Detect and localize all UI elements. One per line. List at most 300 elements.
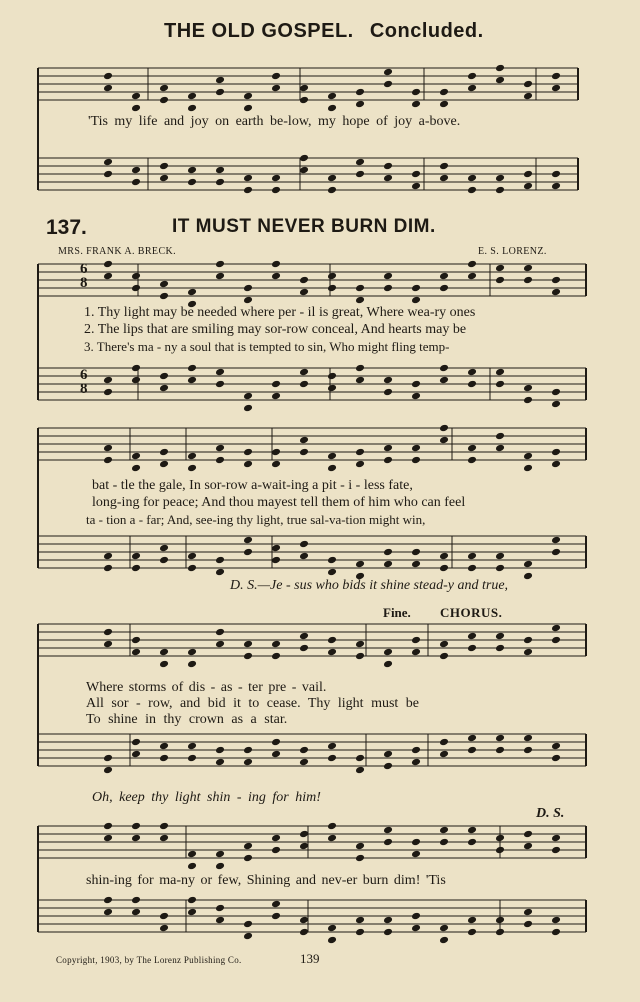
bass-note [327, 568, 337, 577]
treble-note [551, 448, 561, 457]
system3-verse-3: To shine in thy crown as a star. [86, 712, 288, 727]
treble-note [299, 276, 309, 285]
treble-note [131, 104, 141, 113]
treble-note [187, 452, 197, 461]
bass-note [383, 548, 393, 557]
bass-note [383, 750, 393, 759]
bass-note [411, 758, 421, 767]
treble-note [327, 104, 337, 113]
system4-lyric-line: shin-ing for ma-ny or few, Shining and nev-er burn dim! 'Tis [86, 873, 446, 888]
treble-note [271, 84, 281, 93]
treble-note [439, 436, 449, 445]
bass-note [439, 174, 449, 183]
bass-note [159, 174, 169, 183]
treble-note [383, 68, 393, 77]
bass-note [187, 564, 197, 573]
bass-note [467, 186, 477, 195]
bass-note [355, 928, 365, 937]
treble-note [551, 834, 561, 843]
treble-note [495, 64, 505, 73]
treble-note [131, 452, 141, 461]
bass-note [495, 734, 505, 743]
time-signature-bass [80, 368, 88, 396]
treble-note [467, 838, 477, 847]
bass-note [523, 384, 533, 393]
bass-note [327, 742, 337, 751]
bass-note [383, 928, 393, 937]
section-title-concluded: Concluded. [369, 20, 484, 42]
bass-note [159, 742, 169, 751]
treble-note [495, 632, 505, 641]
bass-note [551, 548, 561, 557]
treble-note [159, 448, 169, 457]
bass-note [523, 182, 533, 191]
treble-note [187, 92, 197, 101]
bass-note [187, 742, 197, 751]
bass-note [411, 924, 421, 933]
bass-note [187, 754, 197, 763]
treble-note [551, 288, 561, 297]
treble-note [551, 460, 561, 469]
treble-note [187, 104, 197, 113]
bass-note [215, 380, 225, 389]
treble-note [103, 640, 113, 649]
bass-note [411, 392, 421, 401]
treble-note [299, 436, 309, 445]
treble-note [551, 846, 561, 855]
bass-note [271, 392, 281, 401]
bass-note [159, 912, 169, 921]
treble-note [271, 72, 281, 81]
bass-note [131, 908, 141, 917]
treble-note [439, 640, 449, 649]
time-sig-bottom-bass: 8 [80, 381, 88, 397]
treble-note [467, 72, 477, 81]
treble-note [327, 636, 337, 645]
bass-note [495, 916, 505, 925]
bass-note [159, 372, 169, 381]
bass-note [439, 750, 449, 759]
treble-note [411, 838, 421, 847]
treble-note [243, 284, 253, 293]
treble-note [467, 826, 477, 835]
treble-note [271, 834, 281, 843]
bass-note [523, 170, 533, 179]
bass-note [495, 746, 505, 755]
bass-note [299, 380, 309, 389]
treble-note [355, 88, 365, 97]
treble-note [131, 272, 141, 281]
bass-note [271, 912, 281, 921]
bass-note [103, 564, 113, 573]
treble-note [271, 846, 281, 855]
treble-note [495, 276, 505, 285]
bass-note [299, 928, 309, 937]
bass-note [355, 158, 365, 167]
bass-note [159, 754, 169, 763]
treble-note [131, 464, 141, 473]
bass-note [551, 742, 561, 751]
bass-note [215, 904, 225, 913]
treble-note [159, 648, 169, 657]
bass-note [523, 920, 533, 929]
bass-note [523, 572, 533, 581]
bass-note [243, 758, 253, 767]
treble-note [159, 84, 169, 93]
system2-verse-3: ta - tion a - far; And, see-ing thy light, true sal-va-tion might win, [86, 512, 426, 527]
bass-note [551, 388, 561, 397]
bass-note [327, 186, 337, 195]
bass-note [299, 540, 309, 549]
treble-note [355, 284, 365, 293]
treble-note [215, 628, 225, 637]
treble-note [103, 444, 113, 453]
bass-note [495, 552, 505, 561]
treble-note [383, 272, 393, 281]
bass-note [327, 924, 337, 933]
hymn-title: IT MUST NEVER BURN DIM. [172, 216, 436, 237]
bass-note [131, 564, 141, 573]
bass-note [467, 916, 477, 925]
treble-note [271, 272, 281, 281]
treble-note [159, 660, 169, 669]
bass-note [411, 380, 421, 389]
treble-note [383, 838, 393, 847]
treble-note [187, 648, 197, 657]
bass-note [215, 746, 225, 755]
treble-note [355, 460, 365, 469]
bass-note [383, 762, 393, 771]
bass-note [523, 908, 533, 917]
treble-note [439, 838, 449, 847]
bass-note [355, 916, 365, 925]
treble-note [271, 460, 281, 469]
bass-note [467, 746, 477, 755]
bass-note [159, 162, 169, 171]
bass-note [411, 560, 421, 569]
bass-note [215, 178, 225, 187]
time-signature-treble [80, 262, 88, 290]
treble-note [355, 448, 365, 457]
bass-note [299, 154, 309, 163]
bass-note [355, 364, 365, 373]
treble-note [467, 632, 477, 641]
treble-note [383, 648, 393, 657]
treble-note [103, 272, 113, 281]
treble-note [551, 624, 561, 633]
treble-note [383, 660, 393, 669]
treble-note [215, 76, 225, 85]
treble-note [299, 644, 309, 653]
treble-note [103, 84, 113, 93]
bass-note [187, 552, 197, 561]
system3-verse-1: Where storms of dis - as - ter pre - vail. [86, 680, 327, 695]
treble-note [467, 84, 477, 93]
treble-note [187, 660, 197, 669]
treble-note [523, 80, 533, 89]
treble-note [327, 272, 337, 281]
bass-note [243, 392, 253, 401]
treble-note [439, 826, 449, 835]
treble-note [103, 456, 113, 465]
bass-note [131, 750, 141, 759]
system2-verse-2: long-ing for peace; And thou mayest tell them of him who can feel [92, 495, 466, 510]
treble-note [355, 652, 365, 661]
bass-note [355, 766, 365, 775]
treble-note [355, 854, 365, 863]
bass-note [243, 186, 253, 195]
bass-note [411, 548, 421, 557]
system2-verse-1: bat - tle the gale, In sor-row a-wait-ing a pit - i - less fate, [92, 478, 413, 493]
bass-note [103, 754, 113, 763]
treble-note [439, 100, 449, 109]
treble-note [551, 72, 561, 81]
bass-note [215, 568, 225, 577]
bass-note [551, 536, 561, 545]
bass-note [103, 376, 113, 385]
treble-note [551, 636, 561, 645]
bass-note [215, 166, 225, 175]
treble-note [523, 636, 533, 645]
treble-note [411, 100, 421, 109]
treble-note [243, 448, 253, 457]
treble-note [467, 260, 477, 269]
treble-note [243, 92, 253, 101]
bass-note [103, 170, 113, 179]
hymn-number: 137. [46, 216, 87, 239]
refrain-line: Oh, keep thy light shin - ing for him! [92, 790, 321, 805]
bass-note [383, 376, 393, 385]
bass-note [439, 564, 449, 573]
treble-note [411, 636, 421, 645]
treble-note [103, 72, 113, 81]
bass-note [439, 552, 449, 561]
bass-note [187, 166, 197, 175]
bass-note [439, 162, 449, 171]
bass-note [215, 368, 225, 377]
treble-note [467, 272, 477, 281]
treble-note [187, 288, 197, 297]
bass-note [467, 552, 477, 561]
treble-note [243, 296, 253, 305]
treble-note [159, 822, 169, 831]
treble-note [495, 432, 505, 441]
bass-note [523, 396, 533, 405]
treble-note [187, 464, 197, 473]
bass-note [299, 368, 309, 377]
treble-note [299, 448, 309, 457]
treble-note [103, 834, 113, 843]
treble-note [495, 76, 505, 85]
bass-note [271, 556, 281, 565]
treble-note [103, 822, 113, 831]
bass-note [355, 560, 365, 569]
bass-note [271, 380, 281, 389]
bass-note [131, 896, 141, 905]
bass-note [187, 896, 197, 905]
bass-note [523, 746, 533, 755]
bass-note [327, 384, 337, 393]
bass-note [131, 552, 141, 561]
treble-note [411, 456, 421, 465]
treble-note [523, 276, 533, 285]
treble-note [355, 100, 365, 109]
treble-note [327, 284, 337, 293]
treble-note [299, 84, 309, 93]
treble-note [131, 636, 141, 645]
bass-note [327, 556, 337, 565]
bass-note [187, 364, 197, 373]
treble-note [131, 92, 141, 101]
bass-note [411, 170, 421, 179]
bass-note [551, 182, 561, 191]
treble-note [495, 846, 505, 855]
treble-note [523, 830, 533, 839]
treble-note [215, 456, 225, 465]
bass-note [159, 384, 169, 393]
bass-note [299, 746, 309, 755]
treble-note [523, 648, 533, 657]
treble-note [131, 284, 141, 293]
bass-note [103, 388, 113, 397]
author-credit: MRS. FRANK A. BRECK. [58, 246, 177, 257]
top-lyric-line: 'Tis my life and joy on earth be-low, my hope of joy a-bove. [88, 114, 461, 129]
bass-note [271, 544, 281, 553]
treble-note [411, 296, 421, 305]
treble-note [215, 850, 225, 859]
treble-note [243, 460, 253, 469]
treble-note [551, 84, 561, 93]
treble-note [215, 260, 225, 269]
composer-credit: E. S. LORENZ. [478, 246, 547, 257]
bass-note [131, 166, 141, 175]
bass-note [327, 936, 337, 945]
treble-note [383, 284, 393, 293]
treble-note [495, 834, 505, 843]
treble-note [103, 628, 113, 637]
bass-note [355, 170, 365, 179]
treble-note [467, 444, 477, 453]
treble-note [271, 260, 281, 269]
page-number: 139 [300, 951, 320, 966]
treble-note [439, 284, 449, 293]
bass-note [439, 376, 449, 385]
bass-note [411, 182, 421, 191]
bass-note [551, 400, 561, 409]
bass-note [439, 936, 449, 945]
bass-note [439, 364, 449, 373]
treble-note [383, 444, 393, 453]
bass-note [467, 564, 477, 573]
bass-note [159, 544, 169, 553]
treble-note [383, 80, 393, 89]
bass-note [299, 916, 309, 925]
treble-note [187, 850, 197, 859]
time-sig-top-bass: 6 [80, 367, 88, 383]
treble-note [299, 842, 309, 851]
bass-note [439, 738, 449, 747]
treble-note [411, 648, 421, 657]
bass-note [131, 364, 141, 373]
treble-note [495, 644, 505, 653]
treble-note [327, 452, 337, 461]
bass-note [103, 552, 113, 561]
bass-note [187, 376, 197, 385]
bass-note [103, 896, 113, 905]
bass-note [215, 758, 225, 767]
treble-note [411, 444, 421, 453]
treble-note [299, 830, 309, 839]
treble-note [439, 88, 449, 97]
bass-note [327, 754, 337, 763]
bass-note [467, 928, 477, 937]
bass-note [327, 174, 337, 183]
bass-note [243, 920, 253, 929]
bass-note [215, 916, 225, 925]
treble-note [243, 640, 253, 649]
treble-note [271, 652, 281, 661]
treble-note [243, 652, 253, 661]
bass-note [411, 746, 421, 755]
bass-note [551, 754, 561, 763]
bass-note [467, 734, 477, 743]
bass-note [131, 178, 141, 187]
bass-note [131, 738, 141, 747]
treble-note [131, 834, 141, 843]
treble-note [523, 92, 533, 101]
bass-note [215, 556, 225, 565]
bass-note [523, 560, 533, 569]
treble-note [467, 644, 477, 653]
bass-note [299, 758, 309, 767]
bass-note [495, 564, 505, 573]
treble-note [355, 640, 365, 649]
treble-note [523, 452, 533, 461]
bass-note [103, 766, 113, 775]
bass-note [495, 928, 505, 937]
bass-note [187, 178, 197, 187]
treble-note [467, 456, 477, 465]
bass-note [495, 380, 505, 389]
time-sig-bottom: 8 [80, 275, 88, 291]
treble-note [215, 88, 225, 97]
bass-note [271, 900, 281, 909]
treble-note [187, 862, 197, 871]
time-sig-top: 6 [80, 261, 88, 277]
ds-label: D. S. [536, 806, 565, 821]
treble-note [355, 842, 365, 851]
bass-note [131, 376, 141, 385]
system1-verse-1: 1. Thy light may be needed where per - il is great, Where wea-ry ones [84, 305, 476, 320]
bass-note [355, 376, 365, 385]
bass-note [271, 738, 281, 747]
treble-note [243, 104, 253, 113]
bass-note [383, 916, 393, 925]
bass-note [551, 928, 561, 937]
treble-note [131, 648, 141, 657]
bass-note [243, 174, 253, 183]
bass-note [243, 536, 253, 545]
bass-note [355, 754, 365, 763]
treble-note [159, 834, 169, 843]
treble-note [299, 96, 309, 105]
treble-note [411, 284, 421, 293]
bass-note [159, 924, 169, 933]
fine-label: Fine. [383, 605, 411, 620]
treble-note [439, 272, 449, 281]
bass-note [327, 372, 337, 381]
treble-note [271, 640, 281, 649]
